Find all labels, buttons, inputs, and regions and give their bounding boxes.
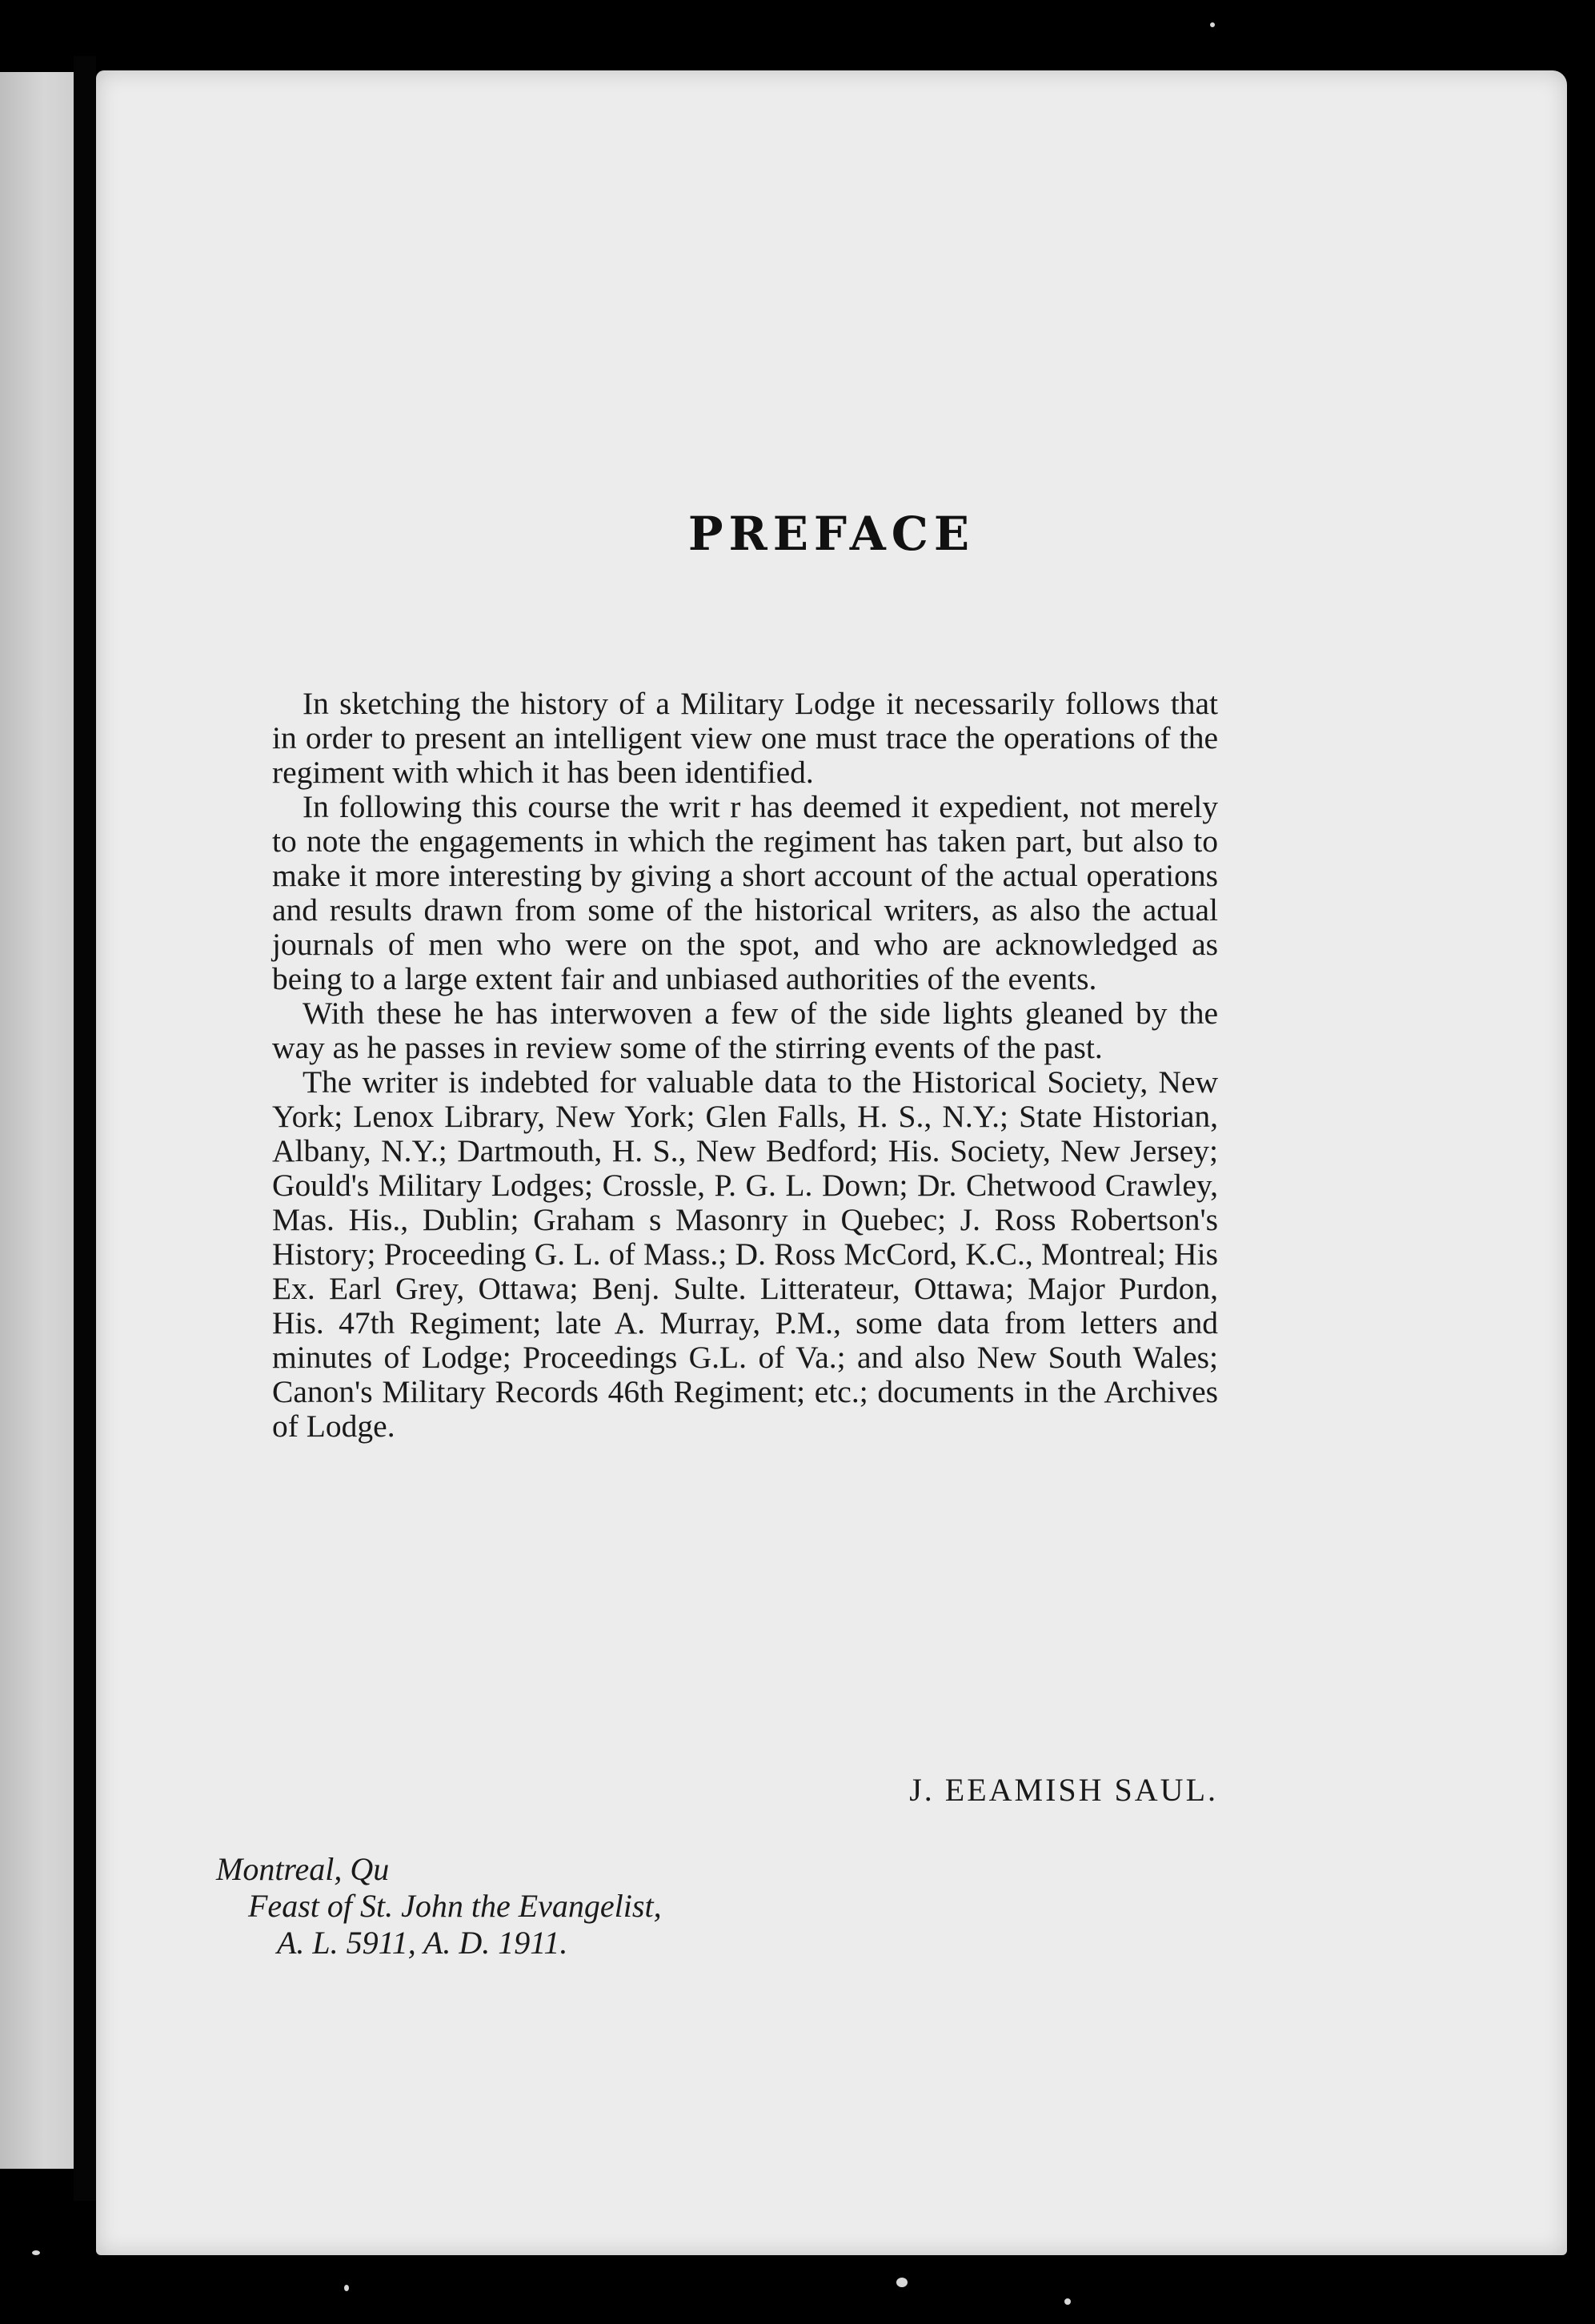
dust-speck — [32, 2250, 40, 2255]
paragraph-3: With these he has interwoven a few of the side lights gleaned by the way as he passes in review some of the stirring events of the past. — [272, 996, 1218, 1065]
paragraph-2: In following this course the writ r has deemed it expedient, not merely to note the engagements in which the regiment has taken part, but also to make it more interesting by giving a short account of the actual operations and results drawn from some of the historical writers, as also the actual journals of men who were on the spot, and who are acknowledged as being to a large extent fair and unbiased authorities of the events. — [272, 789, 1218, 996]
place-line-2: Feast of St. John the Evangelist, — [248, 1888, 662, 1924]
place-line-1: Montreal, Qu — [216, 1851, 390, 1887]
preface-body — [272, 687, 1218, 1444]
dust-speck — [344, 2285, 349, 2291]
dust-speck — [1210, 22, 1215, 27]
dust-speck — [896, 2278, 908, 2287]
paragraph-1: In sketching the history of a Military Lodge it necessarily follows that in order to present an intelligent view one must trace the operations of the regiment with which it has been identified. — [272, 686, 1218, 790]
place-and-date — [216, 1851, 662, 1961]
book-gutter — [74, 56, 96, 2201]
paragraph-4: The writer is indebted for valuable data to the Historical Society, New York; Lenox Library, New York; Glen Falls, H. S., N.Y.; State Historian, Albany, N.Y.; Dartmouth, H. S., New Bedford; His. Society, New Jersey; Gould's Military Lodges; Crossle, P. G. L. Down; Dr. Chetwood Crawley, Mas. His., Dublin; Graham s Masonry in Quebec; J. Ross Robertson's History; Proceeding G. L. of Mass.; D. Ross McCord, K.C., Montreal; His Ex. Earl Grey, Ottawa; Benj. Sulte. Litterateur, Ottawa; Major Purdon, His. 47th Regiment; late A. Murray, P.M., some data from letters and minutes of Lodge; Proceedings G.L. of Va.; and also New South Wales; Canon's Military Records 46th Regiment; etc.; documents in the Archives of Lodge. — [272, 1064, 1218, 1444]
previous-page-edge — [0, 72, 74, 2169]
dust-speck — [1064, 2298, 1071, 2305]
book-page — [96, 70, 1567, 2255]
place-line-3: A. L. 5911, A. D. 1911. — [277, 1925, 568, 1961]
page-title: PREFACE — [687, 507, 976, 561]
author-signature: J. EEAMISH SAUL. — [909, 1772, 1218, 1808]
